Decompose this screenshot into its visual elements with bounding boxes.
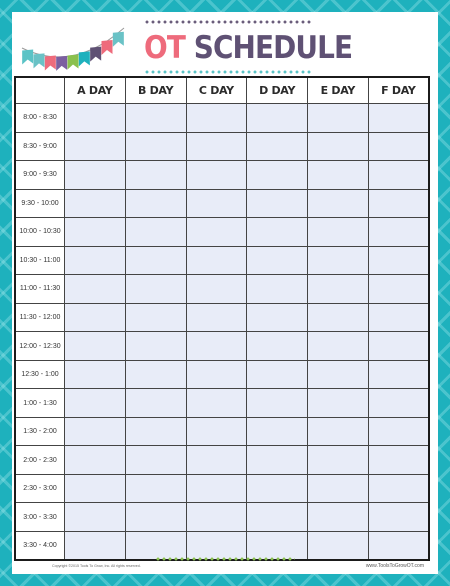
schedule-cell[interactable] [186,218,247,247]
schedule-cell[interactable] [125,360,186,389]
schedule-cell[interactable] [247,104,308,133]
schedule-cell[interactable] [65,332,126,361]
schedule-cell[interactable] [308,246,369,275]
schedule-cell[interactable] [308,161,369,190]
time-slot-label: 3:00 - 3:30 [15,503,65,532]
time-slot-label: 9:30 - 10:00 [15,189,65,218]
schedule-cell[interactable] [308,474,369,503]
schedule-cell[interactable] [368,161,429,190]
schedule-cell[interactable] [247,389,308,418]
schedule-cell[interactable] [65,218,126,247]
schedule-cell[interactable] [186,446,247,475]
schedule-cell[interactable] [65,303,126,332]
schedule-cell[interactable] [125,474,186,503]
schedule-cell[interactable] [125,417,186,446]
table-row [15,503,429,532]
schedule-cell[interactable] [125,503,186,532]
schedule-cell[interactable] [308,332,369,361]
schedule-cell[interactable] [308,132,369,161]
schedule-cell[interactable] [308,218,369,247]
table-row [15,161,429,190]
website-text: www.ToolsToGrowOT.com [365,563,424,569]
schedule-cell[interactable] [65,360,126,389]
schedule-cell[interactable] [247,503,308,532]
schedule-cell[interactable] [125,446,186,475]
time-slot-label: 10:00 - 10:30 [15,218,65,247]
corner-cell [15,77,65,104]
bunting-flag [102,40,113,55]
bunting-flag [22,50,33,65]
schedule-cell[interactable] [186,360,247,389]
schedule-cell[interactable] [368,303,429,332]
schedule-cell[interactable] [308,360,369,389]
schedule-cell[interactable] [247,218,308,247]
schedule-cell[interactable] [308,417,369,446]
schedule-cell[interactable] [247,474,308,503]
schedule-cell[interactable] [247,531,308,560]
table-row [15,189,429,218]
table-row [15,303,429,332]
bunting-flag [45,55,56,70]
column-header-b-day: B DAY [125,77,186,104]
schedule-cell[interactable] [368,389,429,418]
time-slot-label: 1:00 - 1:30 [15,389,65,418]
title-ot: OT [144,30,185,66]
schedule-cell[interactable] [308,104,369,133]
table-row [15,531,429,560]
time-slot-label: 12:00 - 12:30 [15,332,65,361]
table-row [15,275,429,304]
schedule-cell[interactable] [247,189,308,218]
schedule-cell[interactable] [368,446,429,475]
copyright-text: Copyright ©2015 Tools To Grow, Inc. All rights reserved. [52,564,141,568]
schedule-cell[interactable] [186,132,247,161]
schedule-cell[interactable] [65,275,126,304]
schedule-cell[interactable] [247,275,308,304]
schedule-cell[interactable] [125,389,186,418]
schedule-cell[interactable] [368,275,429,304]
schedule-cell[interactable] [368,503,429,532]
schedule-cell[interactable] [65,417,126,446]
schedule-cell[interactable] [186,474,247,503]
table-row [15,474,429,503]
schedule-cell[interactable] [65,104,126,133]
schedule-cell[interactable] [125,104,186,133]
time-slot-label: 12:30 - 1:00 [15,360,65,389]
schedule-cell[interactable] [308,446,369,475]
table-row [15,218,429,247]
schedule-cell[interactable] [125,275,186,304]
header-row [15,77,429,104]
schedule-cell[interactable] [247,132,308,161]
schedule-cell[interactable] [186,303,247,332]
schedule-cell[interactable] [186,389,247,418]
time-slot-label: 3:30 - 4:00 [15,531,65,560]
schedule-cell[interactable] [247,332,308,361]
column-header-a-day: A DAY [65,77,126,104]
schedule-cell[interactable] [65,246,126,275]
table-row [15,132,429,161]
time-slot-label: 1:30 - 2:00 [15,417,65,446]
schedule-cell[interactable] [308,303,369,332]
schedule-cell[interactable] [368,104,429,133]
title-block [140,16,353,80]
schedule-cell[interactable] [186,161,247,190]
schedule-cell[interactable] [186,104,247,133]
time-slot-label: 2:00 - 2:30 [15,446,65,475]
bunting-flag [34,53,45,68]
time-slot-label: 2:30 - 3:00 [15,474,65,503]
footer-dots [155,557,295,561]
schedule-cell[interactable] [186,246,247,275]
schedule-cell[interactable] [125,332,186,361]
bunting-flag [68,55,79,70]
schedule-cell[interactable] [186,531,247,560]
table-row [15,360,429,389]
schedule-cell[interactable] [65,132,126,161]
schedule-cell[interactable] [247,446,308,475]
title-top-dots [144,20,312,24]
column-header-f-day: F DAY [368,77,429,104]
schedule-cell[interactable] [308,503,369,532]
schedule-cell[interactable] [368,332,429,361]
table-row [15,389,429,418]
schedule-cell[interactable] [65,161,126,190]
page-title [144,28,353,68]
column-header-c-day: C DAY [186,77,247,104]
schedule-cell[interactable] [125,531,186,560]
schedule-cell[interactable] [125,161,186,190]
time-slot-label: 10:30 - 11:00 [15,246,65,275]
schedule-cell[interactable] [308,189,369,218]
schedule-body [15,104,429,561]
table-row [15,446,429,475]
table-row [15,104,429,133]
time-slot-label: 11:30 - 12:00 [15,303,65,332]
table-row [15,417,429,446]
column-header-d-day: D DAY [247,77,308,104]
schedule-cell[interactable] [125,303,186,332]
schedule-cell[interactable] [186,417,247,446]
schedule-cell[interactable] [247,360,308,389]
bunting-flag [56,56,67,71]
schedule-cell[interactable] [65,389,126,418]
schedule-sheet [12,12,438,574]
column-header-e-day: E DAY [308,77,369,104]
bunting-flag [113,32,124,47]
schedule-cell[interactable] [368,246,429,275]
schedule-cell[interactable] [65,474,126,503]
schedule-cell[interactable] [368,189,429,218]
schedule-cell[interactable] [65,503,126,532]
schedule-cell[interactable] [368,531,429,560]
schedule-cell[interactable] [125,246,186,275]
schedule-table [14,76,430,561]
time-slot-label: 8:00 - 8:30 [15,104,65,133]
schedule-cell[interactable] [368,218,429,247]
schedule-cell[interactable] [368,417,429,446]
schedule-cell[interactable] [308,275,369,304]
title-schedule: SCHEDULE [193,30,353,66]
schedule-cell[interactable] [247,161,308,190]
schedule-cell[interactable] [247,417,308,446]
table-row [15,246,429,275]
time-slot-label: 8:30 - 9:00 [15,132,65,161]
schedule-cell[interactable] [308,389,369,418]
schedule-cell[interactable] [368,474,429,503]
schedule-cell[interactable] [247,303,308,332]
schedule-cell[interactable] [65,531,126,560]
schedule-cell[interactable] [65,446,126,475]
schedule-cell[interactable] [65,189,126,218]
schedule-cell[interactable] [186,332,247,361]
schedule-cell[interactable] [186,189,247,218]
schedule-cell[interactable] [125,218,186,247]
schedule-cell[interactable] [125,189,186,218]
time-slot-label: 11:00 - 11:30 [15,275,65,304]
schedule-cell[interactable] [247,246,308,275]
schedule-cell[interactable] [368,132,429,161]
bunting-flag [79,51,90,66]
table-row [15,332,429,361]
schedule-cell[interactable] [368,360,429,389]
schedule-cell[interactable] [186,275,247,304]
schedule-cell[interactable] [125,132,186,161]
bunting-flag [90,47,101,62]
schedule-cell[interactable] [186,503,247,532]
schedule-cell[interactable] [308,531,369,560]
title-bottom-dots [144,70,312,74]
time-slot-label: 9:00 - 9:30 [15,161,65,190]
